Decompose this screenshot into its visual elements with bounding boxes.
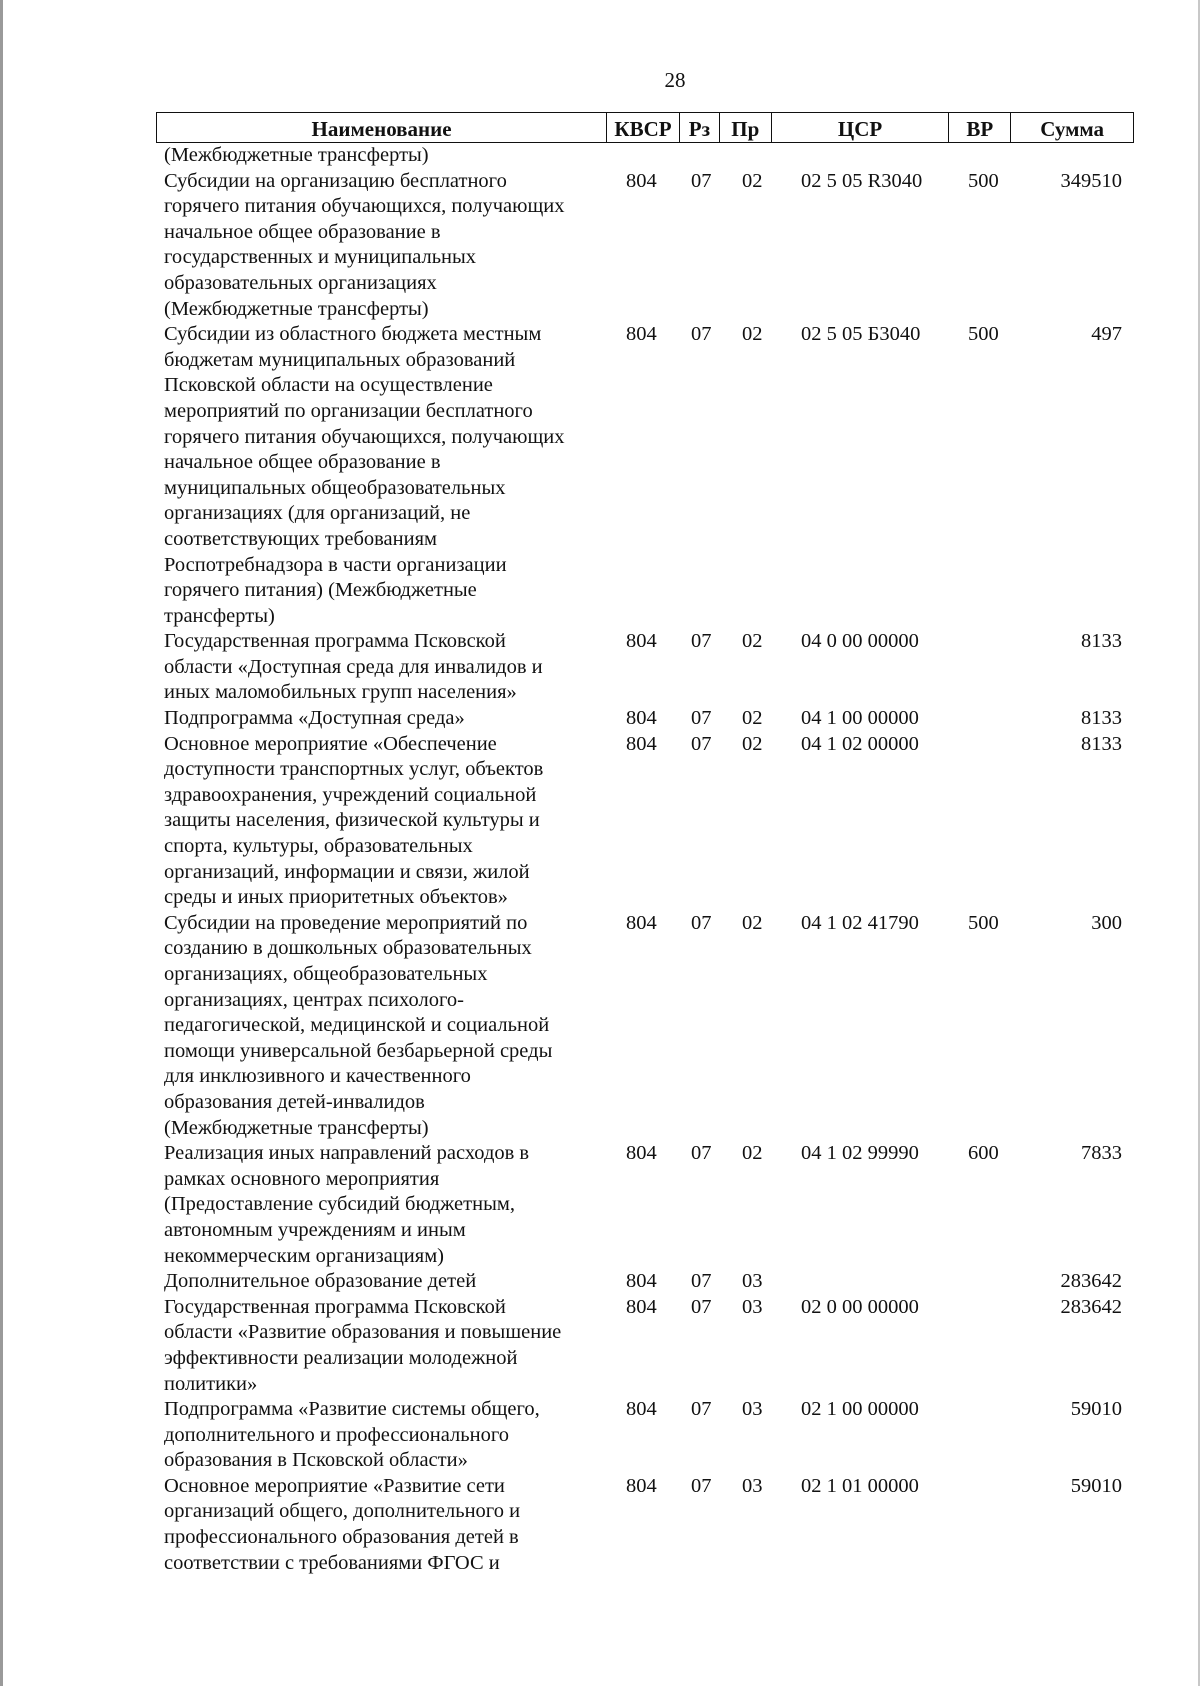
row-name: Государственная программа Псковской области «Доступная среда для инвалидов и иных маломобильных групп населения» (164, 630, 543, 704)
row-sum: 349510 (1060, 169, 1122, 192)
row-kvsr: 804 (626, 1270, 657, 1293)
row-sum: 59010 (1070, 1398, 1122, 1421)
header-vr: ВР (948, 113, 1010, 142)
row-kvsr: 804 (626, 323, 657, 346)
header-name: Наименование (311, 117, 452, 141)
row-rz: 07 (691, 1295, 712, 1318)
row-name: Основное мероприятие «Обеспечение доступности транспортных услуг, объектов здравоохранения, учреждений социальной защиты населения, физической культуры и спорта, культуры, образовательных организаций, информации и связи, жилой среды и иных приоритетных объектов» (164, 732, 544, 909)
row-csr: 04 1 02 99990 (801, 1142, 919, 1165)
table-row (0, 322, 1200, 629)
row-kvsr: 804 (626, 1474, 657, 1497)
row-sum: 59010 (1070, 1474, 1122, 1497)
row-csr: 02 5 05 R3040 (801, 169, 923, 192)
row-pr: 03 (742, 1270, 763, 1293)
row-sum: 283642 (1060, 1295, 1122, 1318)
row-kvsr: 804 (626, 1295, 657, 1318)
row-pr: 02 (742, 630, 763, 653)
row-pr: 03 (742, 1398, 763, 1421)
row-name: Субсидии на проведение мероприятий по созданию в дошкольных образовательных организациях, общеобразовательных организациях, центрах психолого- педагогической, медицинской и социальной помощи универсальной безбарьерной среды для инклюзивного и качественного образования детей-инвалидов (Межбюджетные трансферты) (164, 911, 553, 1139)
header-rz: Рз (679, 113, 719, 142)
row-kvsr: 804 (626, 732, 657, 755)
row-sum: 8133 (1081, 630, 1122, 653)
row-rz: 07 (691, 1270, 712, 1293)
table-row (0, 169, 1200, 323)
row-name: Основное мероприятие «Развитие сети организаций общего, дополнительного и профессионального образования детей в соответствии с требованиями ФГОС и (164, 1474, 521, 1574)
row-pr: 02 (742, 1142, 763, 1165)
row-sum: 8133 (1081, 732, 1122, 755)
row-kvsr: 804 (626, 911, 657, 934)
row-pr: 03 (742, 1295, 763, 1318)
row-kvsr: 804 (626, 169, 657, 192)
row-rz: 07 (691, 323, 712, 346)
row-name: Субсидии на организацию бесплатного горячего питания обучающихся, получающих начальное общее образование в государственных и муниципальных образовательных организациях (Межбюджетные трансферты) (164, 169, 565, 320)
row-csr: 02 1 01 00000 (801, 1474, 919, 1497)
row-rz: 07 (691, 732, 712, 755)
row-vr: 600 (968, 1142, 999, 1165)
row-sum: 283642 (1060, 1270, 1122, 1293)
row-rz: 07 (691, 707, 712, 730)
row-csr: 04 0 00 00000 (801, 630, 919, 653)
row-name: Дополнительное образование детей (164, 1270, 477, 1293)
table-row (0, 1141, 1200, 1269)
row-kvsr: 804 (626, 1142, 657, 1165)
row-name: Подпрограмма «Развитие системы общего, дополнительного и профессионального образования в Псковской области» (164, 1398, 540, 1472)
row-rz: 07 (691, 630, 712, 653)
row-name: Подпрограмма «Доступная среда» (164, 707, 465, 730)
table-row (0, 911, 1200, 1141)
row-pr: 02 (742, 707, 763, 730)
row-sum: 300 (1091, 911, 1122, 934)
row-vr: 500 (968, 911, 999, 934)
table-row (0, 1397, 1200, 1474)
page-number: 28 (664, 68, 686, 92)
row-rz: 07 (691, 1474, 712, 1497)
row-kvsr: 804 (626, 630, 657, 653)
table-row (0, 143, 1200, 169)
row-name: (Межбюджетные трансферты) (164, 144, 429, 166)
row-name: Субсидии из областного бюджета местным бюджетам муниципальных образований Псковской области на осуществление мероприятий по организации бесплатного горячего питания обучающихся, получающих начальное общее образование в муниципальных общеобразовательных организациях (для организаций, не соответствующих требованиям Роспотребнадзора в части организации горячего питания) (Межбюджетные трансферты) (164, 323, 565, 627)
row-rz: 07 (691, 169, 712, 192)
row-csr: 02 1 00 00000 (801, 1398, 919, 1421)
table-row (0, 1295, 1200, 1397)
row-csr: 04 1 02 00000 (801, 732, 919, 755)
header-kvsr: КВСР (606, 113, 679, 142)
row-kvsr: 804 (626, 707, 657, 730)
table-row (0, 1269, 1200, 1295)
row-rz: 07 (691, 911, 712, 934)
row-vr: 500 (968, 323, 999, 346)
table-header (156, 112, 1134, 143)
table-body (0, 143, 1200, 1576)
row-csr: 02 5 05 Б3040 (801, 323, 921, 346)
row-kvsr: 804 (626, 1398, 657, 1421)
table-row (0, 1474, 1200, 1576)
table-row (0, 706, 1200, 732)
row-pr: 02 (742, 732, 763, 755)
header-pr: Пр (719, 113, 771, 142)
table-row (0, 732, 1200, 911)
row-vr: 500 (968, 169, 999, 192)
row-csr: 04 1 00 00000 (801, 707, 919, 730)
table-row (0, 629, 1200, 706)
row-sum: 8133 (1081, 707, 1122, 730)
row-csr: 04 1 02 41790 (801, 911, 919, 934)
row-pr: 03 (742, 1474, 763, 1497)
row-pr: 02 (742, 323, 763, 346)
row-name: Реализация иных направлений расходов в рамках основного мероприятия (Предоставление субсидий бюджетным, автономным учреждениям и иным некоммерческим организациям) (164, 1142, 530, 1267)
row-pr: 02 (742, 169, 763, 192)
row-pr: 02 (742, 911, 763, 934)
row-rz: 07 (691, 1398, 712, 1421)
row-sum: 497 (1091, 323, 1122, 346)
row-name: Государственная программа Псковской области «Развитие образования и повышение эффективности реализации молодежной политики» (164, 1295, 562, 1395)
header-csr: ЦСР (771, 113, 949, 142)
row-csr: 02 0 00 00000 (801, 1295, 919, 1318)
row-rz: 07 (691, 1142, 712, 1165)
header-sum: Сумма (1010, 113, 1133, 142)
row-sum: 7833 (1081, 1142, 1122, 1165)
